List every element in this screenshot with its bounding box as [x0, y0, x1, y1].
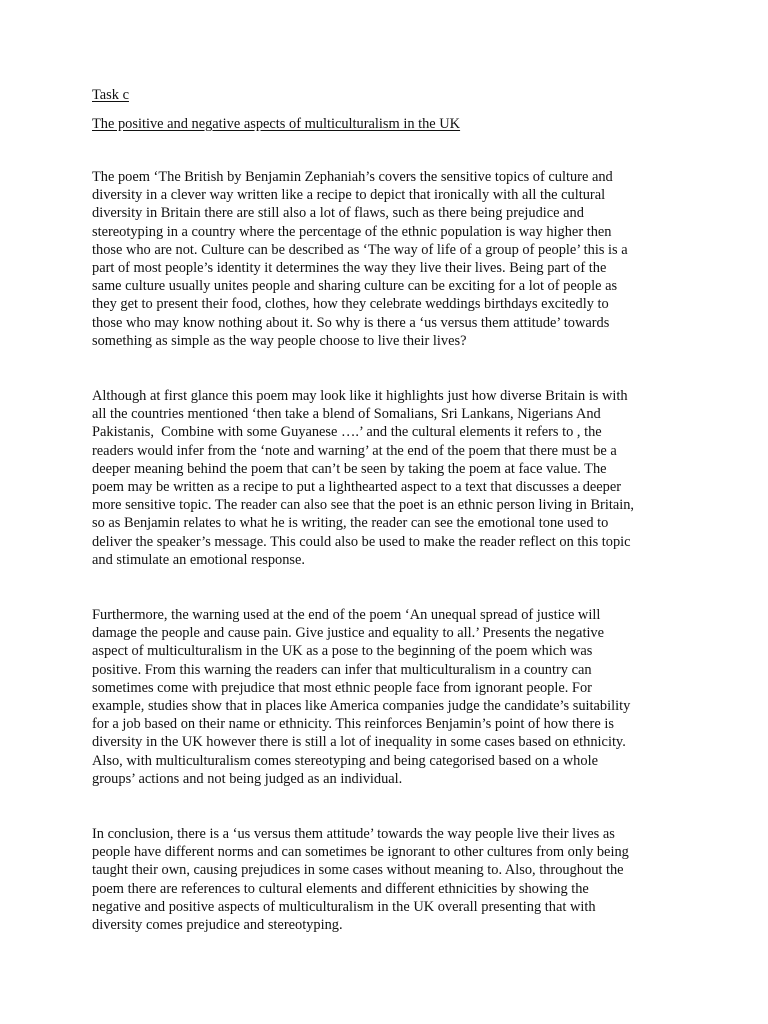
- paragraph-line: aspect of multiculturalism in the UK as a pose to the beginning of the poem which was: [92, 643, 593, 660]
- paragraph-line: and stimulate an emotional response.: [92, 551, 306, 568]
- paragraph-line: people have different norms and can sometimes be ignorant to other cultures from only being: [92, 844, 629, 861]
- paragraph-line: sometimes come with prejudice that most ethnic people face from ignorant people. For: [92, 679, 592, 696]
- paragraph-line: taught their own, causing prejudices in some cases without meaning to. Also, throughout the: [92, 862, 624, 879]
- paragraph-line: Furthermore, the warning used at the end of the poem ‘An unequal spread of justice will: [92, 607, 601, 623]
- paragraph-conclusion: [92, 825, 629, 934]
- paragraph-line: stereotyping in a country where the percentage of the ethnic population is way higher then: [92, 223, 612, 240]
- paragraph-line: deliver the speaker’s message. This could also be used to make the reader reflect on this topic: [92, 533, 631, 550]
- paragraph-analysis: [92, 387, 634, 569]
- paragraph-line: readers would infer from the ‘note and warning’ at the end of the poem that there must be a: [92, 442, 617, 459]
- paragraph-line: positive. From this warning the readers can infer that multiculturalism in a country can: [92, 661, 592, 678]
- paragraph-line: Pakistanis, Combine with some Guyanese ….’ and the cultural elements it refers to , the: [92, 424, 602, 441]
- paragraph-line: groups’ actions and not being judged as an individual.: [92, 770, 403, 787]
- paragraph-line: diversity in a clever way written like a recipe to depict that ironically with all the cultural: [92, 187, 606, 204]
- paragraph-introduction: [92, 168, 628, 350]
- paragraph-line: same culture usually unites people and sharing culture can be exciting for a lot of people as: [92, 278, 618, 295]
- paragraph-line: deeper meaning behind the poem that can’t be seen by taking the poem at face value. The: [92, 460, 607, 477]
- paragraph-line: damage the people and cause pain. Give justice and equality to all.’ Presents the negative: [92, 625, 605, 642]
- paragraph-line: diversity comes prejudice and stereotyping.: [92, 917, 343, 934]
- paragraph-line: poem may be written as a recipe to put a lighthearted aspect to a text that discusses a deeper: [92, 479, 622, 496]
- paragraph-line: Also, with multiculturalism comes stereotyping and being categorised based on a whole: [92, 752, 598, 769]
- paragraph-line: Although at first glance this poem may look like it highlights just how diverse Britain is with: [92, 388, 628, 404]
- paragraph-line: poem there are references to cultural elements and different ethnicities by showing the: [92, 880, 589, 897]
- paragraph-line: so as Benjamin relates to what he is writing, the reader can see the emotional tone used to: [92, 515, 609, 532]
- paragraph-line: those who may know nothing about it. So why is there a ‘us versus them attitude’ towards: [92, 314, 610, 331]
- paragraph-warning: [92, 606, 630, 788]
- paragraph-line: all the countries mentioned ‘then take a blend of Somalians, Sri Lankans, Nigerians And: [92, 406, 601, 423]
- paragraph-line: more sensitive topic. The reader can also see that the poet is an ethnic person living in Britain,: [92, 497, 635, 514]
- paragraph-line: something as simple as the way people choose to live their lives?: [92, 332, 467, 349]
- paragraph-line: for a job based on their name or ethnicity. This reinforces Benjamin’s point of how there is: [92, 716, 614, 733]
- task-label: Task c: [92, 87, 129, 103]
- paragraph-line: diversity in Britain there are still also a lot of flaws, such as there being prejudice and: [92, 205, 584, 222]
- paragraph-line: diversity in the UK however there is still a lot of inequality in some cases based on ethnicity.: [92, 734, 626, 751]
- paragraph-line: they get to present their food, clothes, how they celebrate weddings birthdays excitedly to: [92, 296, 609, 313]
- document-title: The positive and negative aspects of multiculturalism in the UK: [92, 116, 461, 132]
- paragraph-line: In conclusion, there is a ‘us versus them attitude’ towards the way people live their lives as: [92, 826, 615, 842]
- paragraph-line: example, studies show that in places like America companies judge the candidate’s suitability: [92, 698, 631, 715]
- paragraph-line: negative and positive aspects of multiculturalism in the UK overall presenting that with: [92, 898, 596, 915]
- paragraph-line: part of most people’s identity it determines the way they live their lives. Being part of the: [92, 260, 607, 277]
- paragraph-line: The poem ‘The British by Benjamin Zephaniah’s covers the sensitive topics of culture and: [92, 169, 613, 185]
- paragraph-line: those who are not. Culture can be described as ‘The way of life of a group of people’ this is a: [92, 241, 628, 258]
